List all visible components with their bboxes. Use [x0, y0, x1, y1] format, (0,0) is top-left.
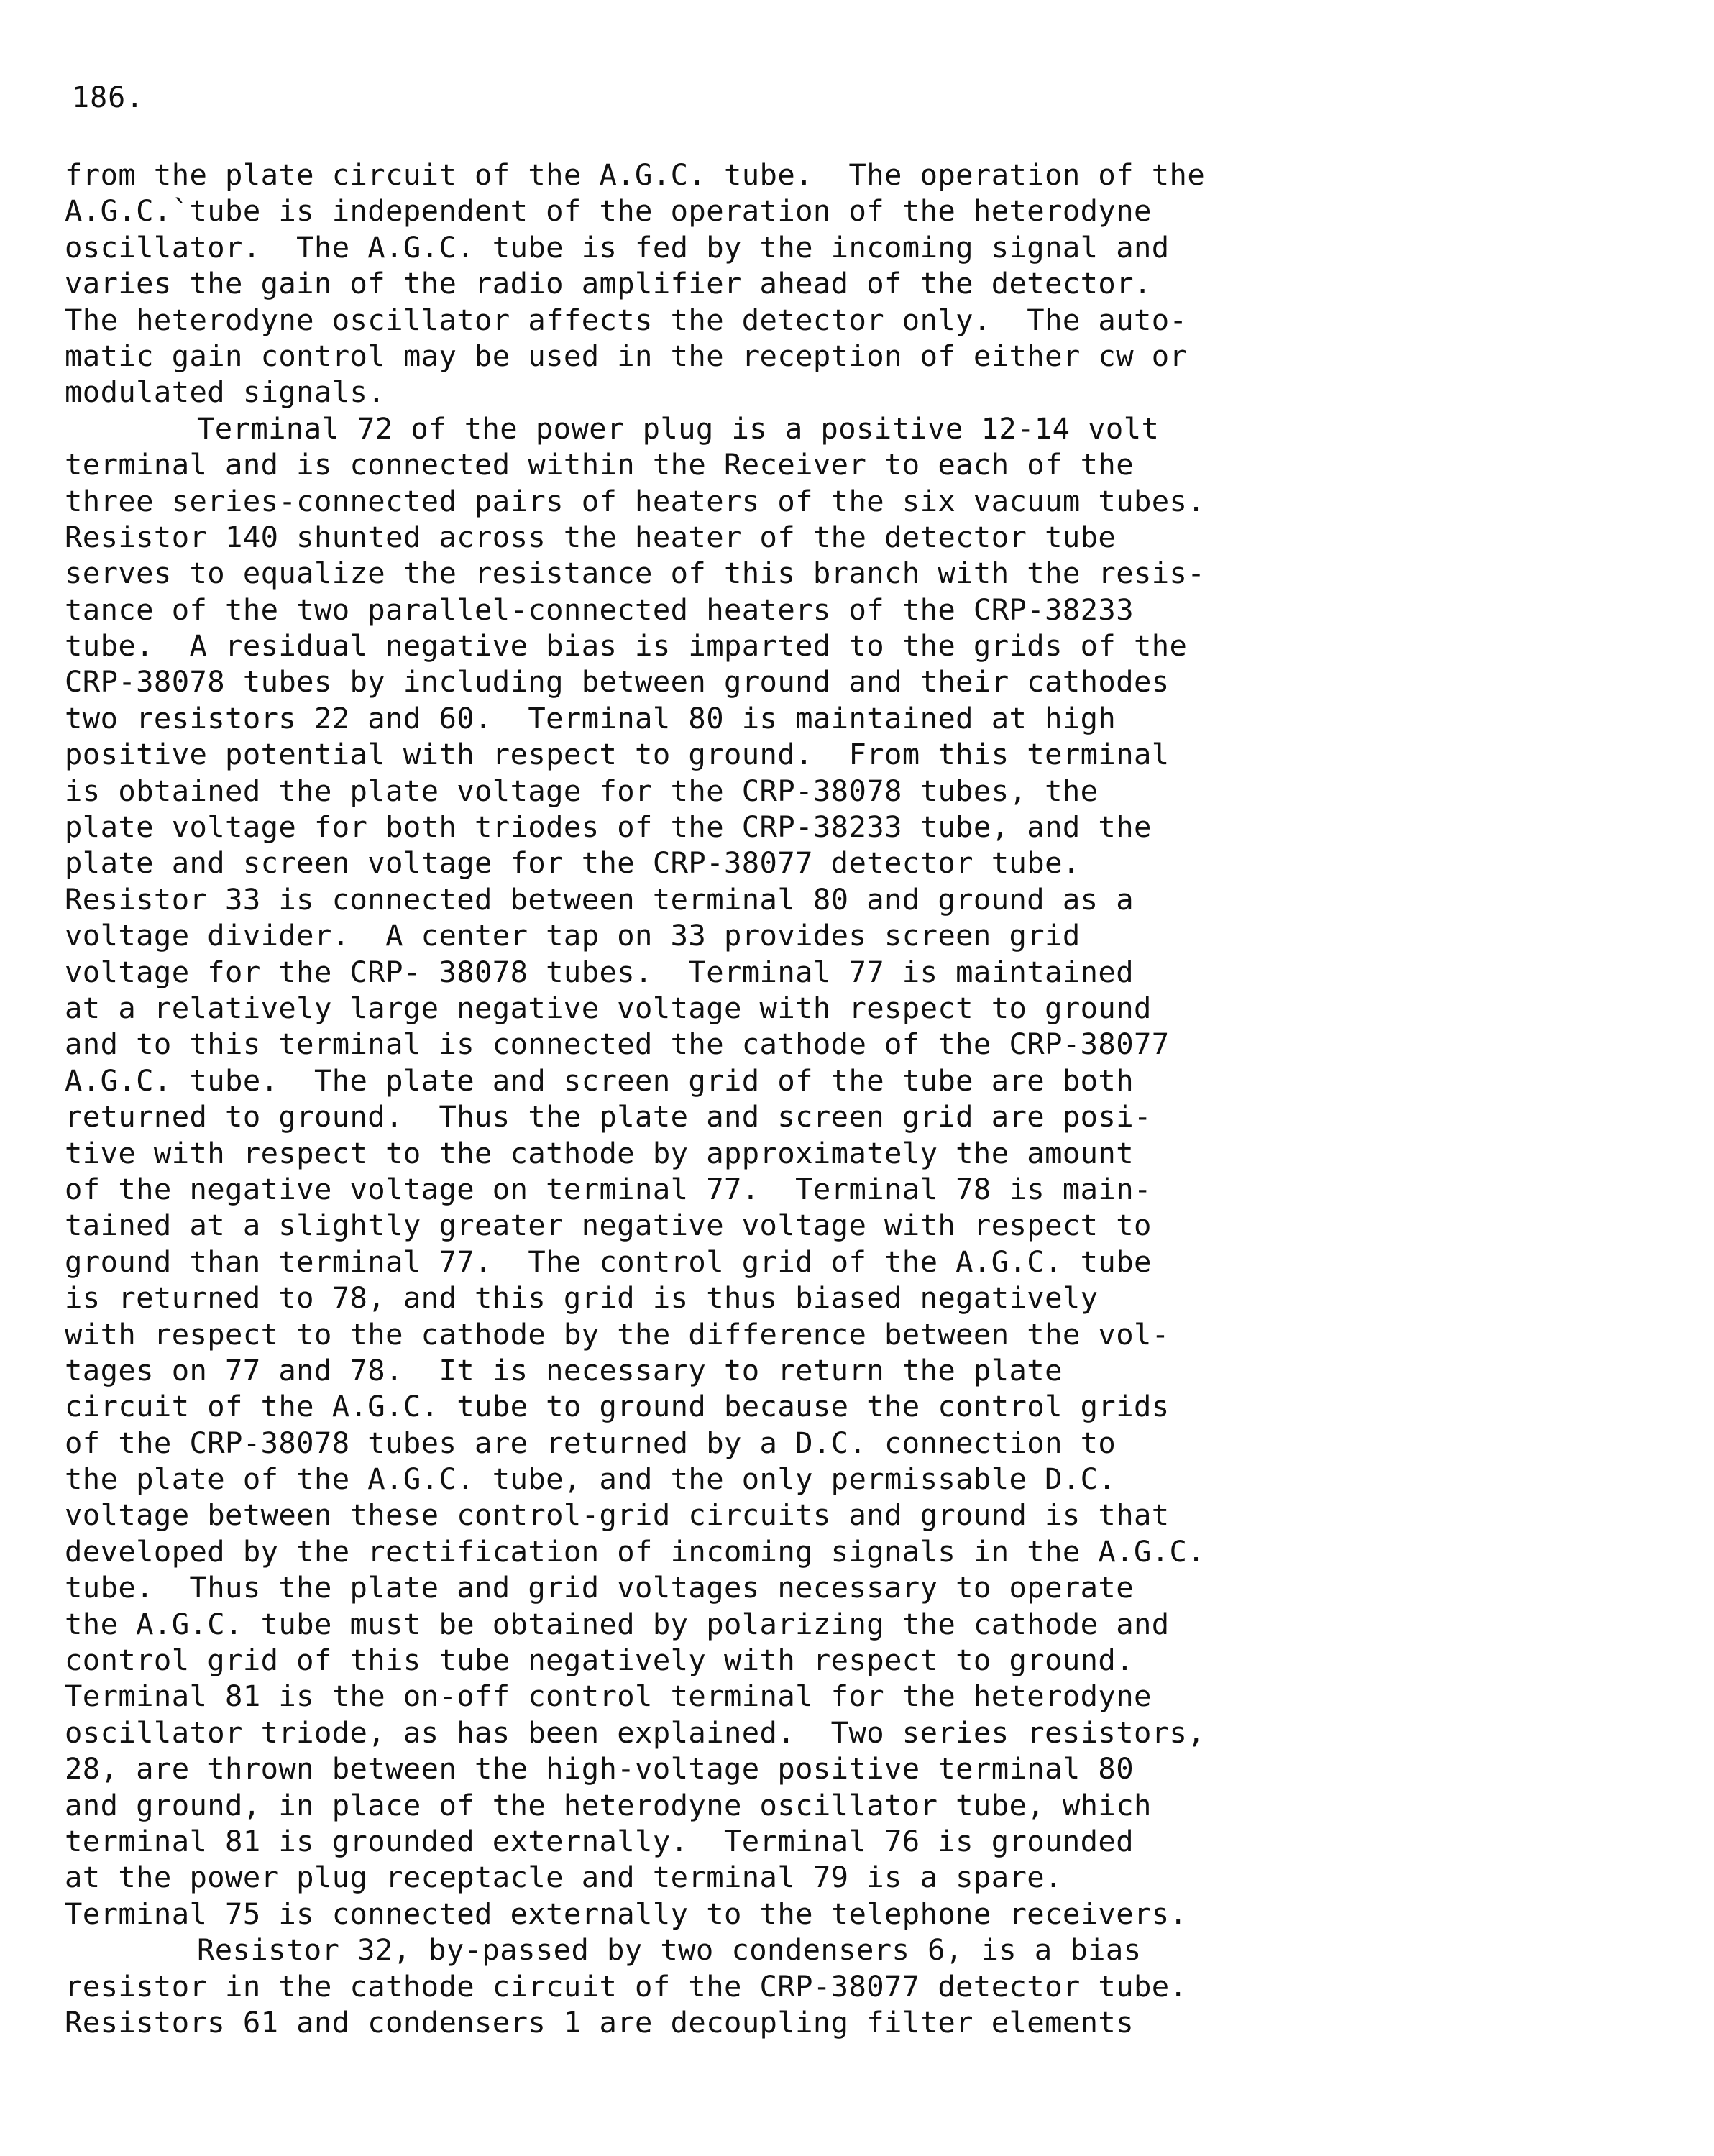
text-line: serves to equalize the resistance of this branch with the resis- [65, 556, 1206, 591]
body-text [65, 157, 1675, 2040]
text-line: of the negative voltage on terminal 77. Terminal 78 is main- [65, 1171, 1152, 1206]
text-line: of the CRP-38078 tubes are returned by a D.C. connection to [65, 1425, 1117, 1460]
text-line: resistor in the cathode circuit of the CRP-38077 detector tube. [65, 1968, 1188, 2004]
text-line: Terminal 72 of the power plug is a positive 12-14 volt [197, 410, 1160, 446]
text-line: and ground, in place of the heterodyne oscillator tube, which [65, 1787, 1152, 1822]
text-line: Terminal 81 is the on-off control terminal for the heterodyne [65, 1679, 1152, 1714]
text-line: voltage divider. A center tap on 33 provides screen grid [65, 918, 1081, 953]
text-line: voltage for the CRP- 38078 tubes. Terminal 77 is maintained [65, 954, 1134, 989]
text-line: tube. Thus the plate and grid voltages necessary to operate [65, 1570, 1134, 1605]
text-line: The heterodyne oscillator affects the detector only. The auto- [65, 302, 1188, 337]
text-line: tance of the two parallel-connected heaters of the CRP-38233 [65, 592, 1134, 627]
text-line: A.G.C.`tube is independent of the operation of the heterodyne [65, 193, 1152, 229]
text-line: matic gain control may be used in the reception of either cw or [65, 338, 1188, 373]
text-line: at a relatively large negative voltage with respect to ground [65, 990, 1152, 1025]
text-line: tube. A residual negative bias is imparted to the grids of the [65, 628, 1188, 664]
text-line: the A.G.C. tube must be obtained by polarizing the cathode and [65, 1606, 1170, 1641]
text-line: 28, are thrown between the high-voltage positive terminal 80 [65, 1751, 1134, 1786]
text-line: terminal and is connected within the Receiver to each of the [65, 447, 1134, 482]
text-line: oscillator. The A.G.C. tube is fed by the incoming signal and [65, 229, 1170, 265]
text-line: CRP-38078 tubes by including between ground and their cathodes [65, 664, 1170, 699]
text-line: with respect to the cathode by the difference between the vol- [65, 1316, 1170, 1352]
text-line: circuit of the A.G.C. tube to ground because the control grids [65, 1389, 1170, 1424]
text-line: Resistors 61 and condensers 1 are decoupling filter elements [65, 2004, 1134, 2040]
text-line: A.G.C. tube. The plate and screen grid of the tube are both [65, 1063, 1134, 1098]
text-line: plate voltage for both triodes of the CRP-38233 tube, and the [65, 809, 1152, 845]
text-line: is obtained the plate voltage for the CRP-38078 tubes, the [65, 773, 1099, 808]
text-line: Resistor 33 is connected between terminal 80 and ground as a [65, 881, 1134, 917]
text-line: oscillator triode, as has been explained. Two series resistors, [65, 1715, 1206, 1750]
text-line: tive with respect to the cathode by approximately the amount [65, 1135, 1134, 1170]
text-line: Resistor 140 shunted across the heater of the detector tube [65, 519, 1117, 554]
text-line: plate and screen voltage for the CRP-38077 detector tube. [65, 845, 1081, 881]
text-line: positive potential with respect to ground. From this terminal [65, 737, 1170, 772]
text-line: developed by the rectification of incoming signals in the A.G.C. [65, 1533, 1206, 1569]
text-line: voltage between these control-grid circuits and ground is that [65, 1497, 1170, 1533]
text-line: returned to ground. Thus the plate and screen grid are posi- [65, 1099, 1152, 1134]
text-line: tained at a slightly greater negative voltage with respect to [65, 1208, 1152, 1243]
text-line: is returned to 78, and this grid is thus biased negatively [65, 1280, 1099, 1316]
text-line: at the power plug receptacle and terminal 79 is a spare. [65, 1860, 1063, 1895]
text-line: Resistor 32, by-passed by two condensers 6, is a bias [197, 1932, 1142, 1968]
text-line: modulated signals. [65, 375, 386, 410]
text-line: varies the gain of the radio amplifier ahead of the detector. [65, 266, 1152, 301]
text-line: control grid of this tube negatively with respect to ground. [65, 1643, 1134, 1678]
text-line: three series-connected pairs of heaters of the six vacuum tubes. [65, 483, 1206, 518]
text-line: and to this terminal is connected the cathode of the CRP-38077 [65, 1027, 1170, 1062]
page-number: 186. [72, 81, 145, 114]
text-line: tages on 77 and 78. It is necessary to return the plate [65, 1352, 1063, 1387]
text-line: from the plate circuit of the A.G.C. tube. The operation of the [65, 157, 1206, 192]
text-line: ground than terminal 77. The control grid of the A.G.C. tube [65, 1244, 1152, 1279]
text-line: the plate of the A.G.C. tube, and the only permissable D.C. [65, 1462, 1117, 1497]
text-line: Terminal 75 is connected externally to the telephone receivers. [65, 1896, 1188, 1931]
text-line: two resistors 22 and 60. Terminal 80 is maintained at high [65, 700, 1117, 735]
text-line: terminal 81 is grounded externally. Terminal 76 is grounded [65, 1823, 1134, 1858]
